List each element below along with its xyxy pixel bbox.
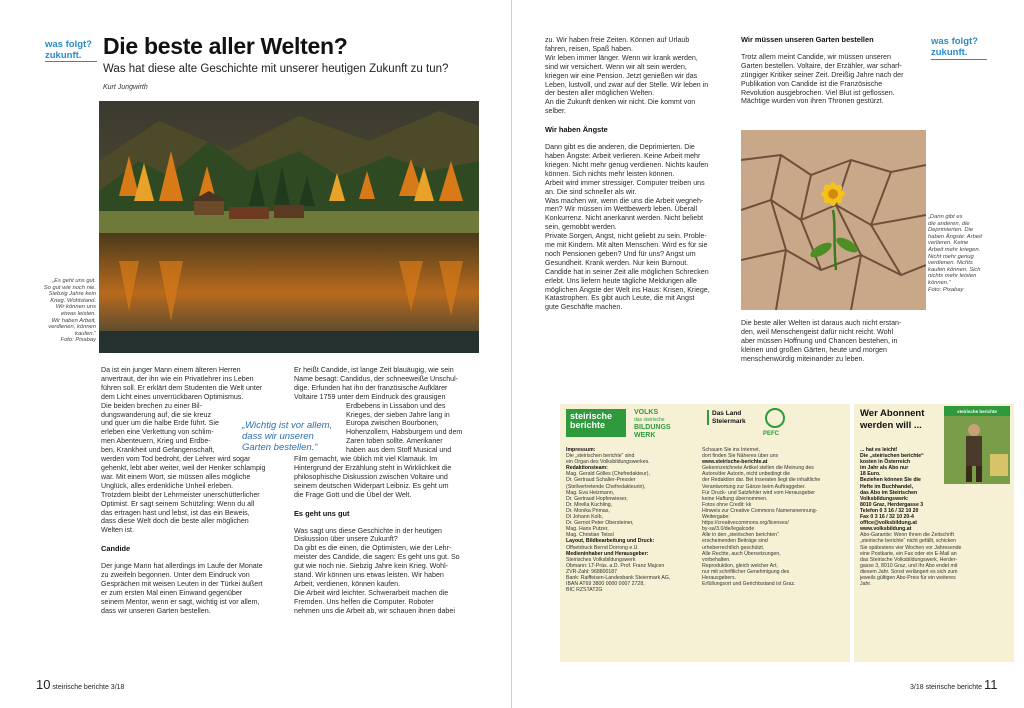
- column-1: Da ist ein junger Mann einem älteren Herren anvertraut, der ihn wie ein Privatlehrer ins Leben führen soll. Er erklärt dem Studenten die Welt unter dem Licht eines unverrückbaren Optimismus. Die beiden brechen zu einer Bil- dungswanderung auf, die sie kreuz und quer um die halbe Erde führt. Sie erleben eine Verkettung von schlim- men Abenteuern, Krieg und Erdbe- ben, Krankheit und Gefangenschaft, werden vom Tod bedroht, der Lehrer wird sogar gehenkt, lebt aber weiter, weil der Henker schlampig war. Mit einem Wort, sie müssen alles mögliche Unglück, alles erdenkliche Unheil erleben. Trotzdem bleibt der Lehrmeister unerschütterlicher Optimist. Er sagt seinem Schützling: Wenn du all das ertragen hast und lebst, ist das ein Beweis, dass diese Welt doch die beste aller möglichen Welten ist. Candide Der junge Mann hat allerdings im Laufe der Monate zu zweifeln begonnen. Unter dem Eindruck von Gesprächen mit weisen Leuten in der Türkei äußert er zum ersten Mal einen Einwand gegenüber seinem Mentor, wenn er sagt, wichtig ist vor allem, dass wir unseren Garten bestellen.: [101, 366, 291, 616]
- logo-volksbildungswerk: VOLKS das steirische BILDUNGS WERK: [634, 409, 671, 439]
- heading-candide: Candide: [101, 544, 131, 554]
- cover-title: steirische berichte: [957, 409, 997, 414]
- column-3: zu. Wir haben freie Zeiten. Können auf Urlaub fahren, reisen, Spaß haben. Wir leben immer länger. Wenn wir krank werden, sind wir versichert. Wenn wir alt sein werden, kriegen wir eine Pension. Jetzt genießen wir das Leben, lustvoll, und zwar auf der Stelle. Wir leben in der besten aller möglichen Welten. An die Zukunft denken wir nicht. Die kommt von selber. Wir haben Ängste Dann gibt es die anderen, die Deprimierten. Die haben Ängste: Arbeit verlieren. Keine Arbeit mehr kriegen. Nicht mehr genug verdienen. Nichts kaufen können. Sich nichts mehr leisten können. Arbeit wird immer stressiger. Computer treiben uns an. Die sind schneller als wir. Was machen wir, wenn die uns die Arbeit wegneh- men? Wir müssen im Wettbewerb leben. Überall Konkurrenz. Nicht anerkannt werden. Nicht beliebt sein, gemobbt werden. Private Sorgen, Angst, nicht geliebt zu sein. Proble- me mit Kindern. Mit alten Menschen. Wird es für sie noch Pensionen geben? Und für uns? Angst um Gesundheit. Krank werden. Nur kein Burnout. Candide hat in seiner Zeit alle möglichen Schrecken erlebt. Uns liefern heute tägliche Meldungen alle möglichen Ängste der Welt ins Haus: Krisen, Kriege, Katastrophen. Es gibt auch Leute, die mit Angst gute Geschäfte machen.: [545, 36, 735, 312]
- folio-right: 3/18 steirische berichte 11: [910, 677, 998, 692]
- impressum-col-2: Schauen Sie ins Internet, dort finden Sie Näheres über uns www.steirische-berichte.at Gekennzeichnete Artikel stellen die Meinung des Autors/der Autorin, nicht unbedingt die der Redaktion dar. Bei Inseraten liegt die inhaltliche Verantwortung zur Gänze beim Auftraggeber. Für Druck- und Satzfehler wird vom Herausgeber keine Haftung übernommen. Fotos ohne Credit: kk Hinweis zur Creative Commons Namensnennung- Weitergabe: https://creativecommons.org/licenses/ by-sa/3.0/de/legalcode Alle in den „steirischen berichten“ erscheinenden Beiträge sind urheberrechtlich geschützt. Alle Rechte, auch Übersetzungen, vorbehalten. Reproduktion, gleich welcher Art, nur mit schriftlicher Genehmigung des Herausgebers. Erfüllungsort und Gerichtsstand ist Graz.: [702, 447, 821, 588]
- photo-caption-right: „Dann gibt es die anderen, die Deprimierten. Die haben Ängste: Arbeit verlieren. Keine Arbeit mehr kriegen. Nicht mehr genug verdienen. Nichts kaufen können. Sich nichts mehr leisten können.“ Foto: Pixabay: [928, 214, 982, 293]
- lake-photo: [99, 101, 479, 353]
- tag-rule: [45, 61, 97, 62]
- flower-photo: [741, 130, 926, 310]
- abo-text: ... hat es leicht! Die „steirischen berichte“ kosten in Österreich im Jahr als Abo nur 18 Euro. Beziehen können Sie die Hefte im Buchhandel, das Abo im Steirischen Volksbildungswerk: 8010 Graz, Herdergasse 3 Telefon 0 3 16 / 32 10 20 Fax 0 3 16 / 32 10 20-4 office@volksbildung.at www.volksbildung.at Abo-Garantie: Wenn Ihnen die Zeitschrift „steirische berichte“ nicht gefällt, schicken Sie spätestens vier Wochen vor Jahresende eine Postkarte, ein Fax oder ein E-Mail an das Steirische Volksbildungswerk, Herder- gasse 3, 8010 Graz, und Ihr Abo endet mit diesem Jahr. Sonst verlängert es sich zum jeweils gültigen Abo-Preis für ein weiteres Jahr.: [860, 447, 962, 588]
- article-subtitle: Was hat diese alte Geschichte mit unserer heutigen Zukunft zu tun?: [103, 63, 449, 75]
- abo-title: Wer Abonnent werden will ...: [860, 408, 925, 431]
- heading-garten: Wir müssen unseren Garten bestellen: [741, 35, 874, 44]
- pefc-tree-icon: [765, 408, 785, 428]
- column-4b: Die beste aller Welten ist daraus auch nicht erstan- den, weil Menschengeist dafür nicht reicht. Wohl aber müssen Hoffnung und Chancen bestehen, in kleinen und großen Gärten, heute und morgen menschenwürdig miteinander zu leben.: [741, 319, 902, 363]
- right-page: [512, 0, 1024, 708]
- logo-steirische-berichte: steirische berichte: [566, 409, 626, 437]
- logo-land-steiermark: Das Land Steiermark: [707, 410, 757, 425]
- section-tag-right: was folgt? zukunft.: [931, 36, 978, 58]
- heading-es-geht-uns-gut: Es geht uns gut: [294, 508, 350, 518]
- pull-quote: „Wichtig ist vor allem, dass wir unseren Garten bestellen.“: [242, 420, 333, 453]
- impressum-col-1: Impressum: Die „steirischen berichte“ sind ein Organ des Volksbildungswerkes. Redaktionsteam: Mag. Gerald Gölles (Chefredakteur), Dr. Gertraud Schaller-Pressler (Stellvertretende Chefredakteurin), Mag. Eva Heizmann, Dr. Gertraud Hopferwieser, Dr. Mirella Kuchling, Dr. Monika Primas, DI Johann Kolb, Dr. Gernot Peter Obersteiner, Mag. Hans Putzer, Mag. Christian Teissl Layout, Bildbearbeitung und Druck: Offsetdruck Bernd Dorrong e.U. Medieninhaber und Herausgeber: Steirisches Volksbildungswerk Obmann: LT-Präs. a.D. Prof. Franz Majcen ZVR-Zahl: 968800187 Bank: Raiffeisen-Landesbank Steiermark AG, IBAN AT69 3800 0000 0007 2728, BIC RZSTAT2G: [566, 447, 671, 594]
- column-2: Er heißt Candide, ist lange Zeit blauäugig, wie sein Name besagt: Candidus, der schneeweiße Unschul- dige. Erfunden hat ihn der französische Aufklärer Voltaire 1759 unter dem Eindruck des grausigen Erdbebens in Lissabon und des Krieges, der sieben Jahre lang in Europa zwischen Bourbonen, Hohenzollern, Habsburgern und dem Zaren toben sollte. Amerikaner haben aus dem Stoff Musical und Film gemacht, wie üblich mit viel Klamauk. Im Hintergrund der Erzählung steht in Wirklichkeit die philosophische Diskussion zwischen Voltaire und seinem deutschen Widerpart Leibniz. Es geht um die Frage Gott und die Übel der Welt. Es geht uns gut Was sagt uns diese Geschichte in der heutigen Diskussion über unsere Zukunft? Da gibt es die einen, die Optimisten, wie der Lehr- meister des Candide, die sagen: Es geht uns gut. So gut wie noch nie. Siebzig Jahre kein Krieg. Wohl- stand. Wir können uns etwas leisten. Wir haben Arbeit, verdienen, können kaufen. Die Arbeit wird leichter. Schwerarbeit machen die Fremden. Uns helfen die Computer. Roboter nehmen uns die Arbeit ab, wir schauen ihnen dabei: [294, 366, 484, 616]
- section-tag: was folgt? zukunft.: [45, 39, 92, 61]
- tag-rule-right: [931, 59, 987, 60]
- photo-caption-left: „Es geht uns gut. So gut wie noch nie. Siebzig Jahre kein Krieg. Wohlstand. Wir können uns etwas leisten. Wir haben Arbeit, verdienen, können kaufen.“ Foto: Pixabay: [43, 278, 96, 344]
- logo-pefc: PEFC: [763, 431, 780, 437]
- column-4: Wir müssen unseren Garten bestellen Trotz allem meint Candide, wir müssen unseren Garten bestellen. Voltaire, der Erzähler, war scharf- züngiger Kritiker seiner Zeit. Dreißig Jahre nach der Publikation von Candide ist die Französische Revolution ausgebrochen. Viel Blut ist geflossen. Mächtige wurden von ihren Thronen gestürzt.: [741, 36, 931, 106]
- heading-wir-haben-aengste: Wir haben Ängste: [545, 125, 608, 135]
- article-title: Die beste aller Welten?: [103, 33, 348, 59]
- folio-left: 10 steirische berichte 3/18: [36, 677, 125, 692]
- author: Kurt Jungwirth: [103, 84, 148, 91]
